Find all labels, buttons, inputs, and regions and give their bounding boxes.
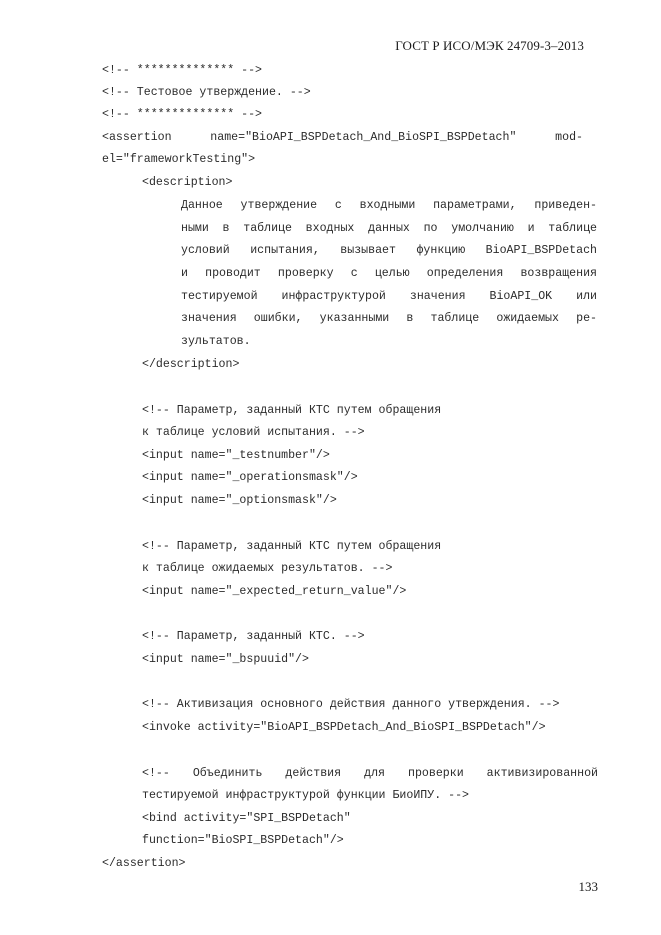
code-line: <invoke activity="BioAPI_BSPDetach_And_BioSPI_BSPDetach"/> bbox=[142, 721, 546, 734]
description-line: ными в таблице входных данных по умолчанию и таблице bbox=[181, 222, 597, 235]
code-line: <bind activity="SPI_BSPDetach" bbox=[142, 812, 351, 825]
code-comment-line: <!-- Параметр, заданный КТС путем обращения bbox=[142, 404, 442, 417]
code-comment-line: к таблице ожидаемых результатов. --> bbox=[142, 562, 393, 575]
code-line: <!-- Тестовое утверждение. --> bbox=[102, 86, 311, 99]
code-comment-line: к таблице условий испытания. --> bbox=[142, 426, 365, 439]
code-line: <description> bbox=[142, 176, 233, 189]
code-line: el="frameworkTesting"> bbox=[102, 153, 256, 166]
description-line: условий испытания, вызывает функцию BioAPI_BSPDetach bbox=[181, 244, 597, 257]
description-line: и проводит проверку с целью определения возвращения bbox=[181, 267, 597, 280]
page-number: 133 bbox=[578, 879, 598, 894]
code-line: <input name="_operationsmask"/> bbox=[142, 471, 358, 484]
code-line: <input name="_expected_return_value"/> bbox=[142, 585, 407, 598]
code-line: </assertion> bbox=[102, 857, 186, 870]
page-header-standard: ГОСТ Р ИСО/МЭК 24709-3–2013 bbox=[395, 38, 584, 53]
description-line: зультатов. bbox=[181, 335, 251, 348]
code-comment-line: <!-- Активизация основного действия данного утверждения. --> bbox=[142, 698, 560, 711]
code-comment-line: <!-- Параметр, заданный КТС. --> bbox=[142, 630, 365, 643]
code-line: <!-- ************** --> bbox=[102, 64, 263, 77]
description-line: значения ошибки, указанными в таблице ожидаемых ре- bbox=[181, 312, 597, 325]
description-line: Данное утверждение с входными параметрами, приведен- bbox=[181, 199, 597, 212]
code-comment-line: <!-- Объединить действия для проверки активизированной bbox=[142, 767, 598, 780]
code-line: </description> bbox=[142, 358, 240, 371]
description-line: тестируемой инфраструктурой значения BioAPI_OK или bbox=[181, 290, 597, 303]
code-line: function="BioSPI_BSPDetach"/> bbox=[142, 834, 344, 847]
code-line: <assertion name="BioAPI_BSPDetach_And_BioSPI_BSPDetach" mod- bbox=[102, 131, 583, 144]
code-line: <input name="_testnumber"/> bbox=[142, 449, 330, 462]
code-line: <input name="_bspuuid"/> bbox=[142, 653, 309, 666]
code-comment-line: тестируемой инфраструктурой функции БиоИПУ. --> bbox=[142, 789, 469, 802]
code-line: <!-- ************** --> bbox=[102, 108, 263, 121]
code-line: <input name="_optionsmask"/> bbox=[142, 494, 337, 507]
code-comment-line: <!-- Параметр, заданный КТС путем обращения bbox=[142, 540, 442, 553]
